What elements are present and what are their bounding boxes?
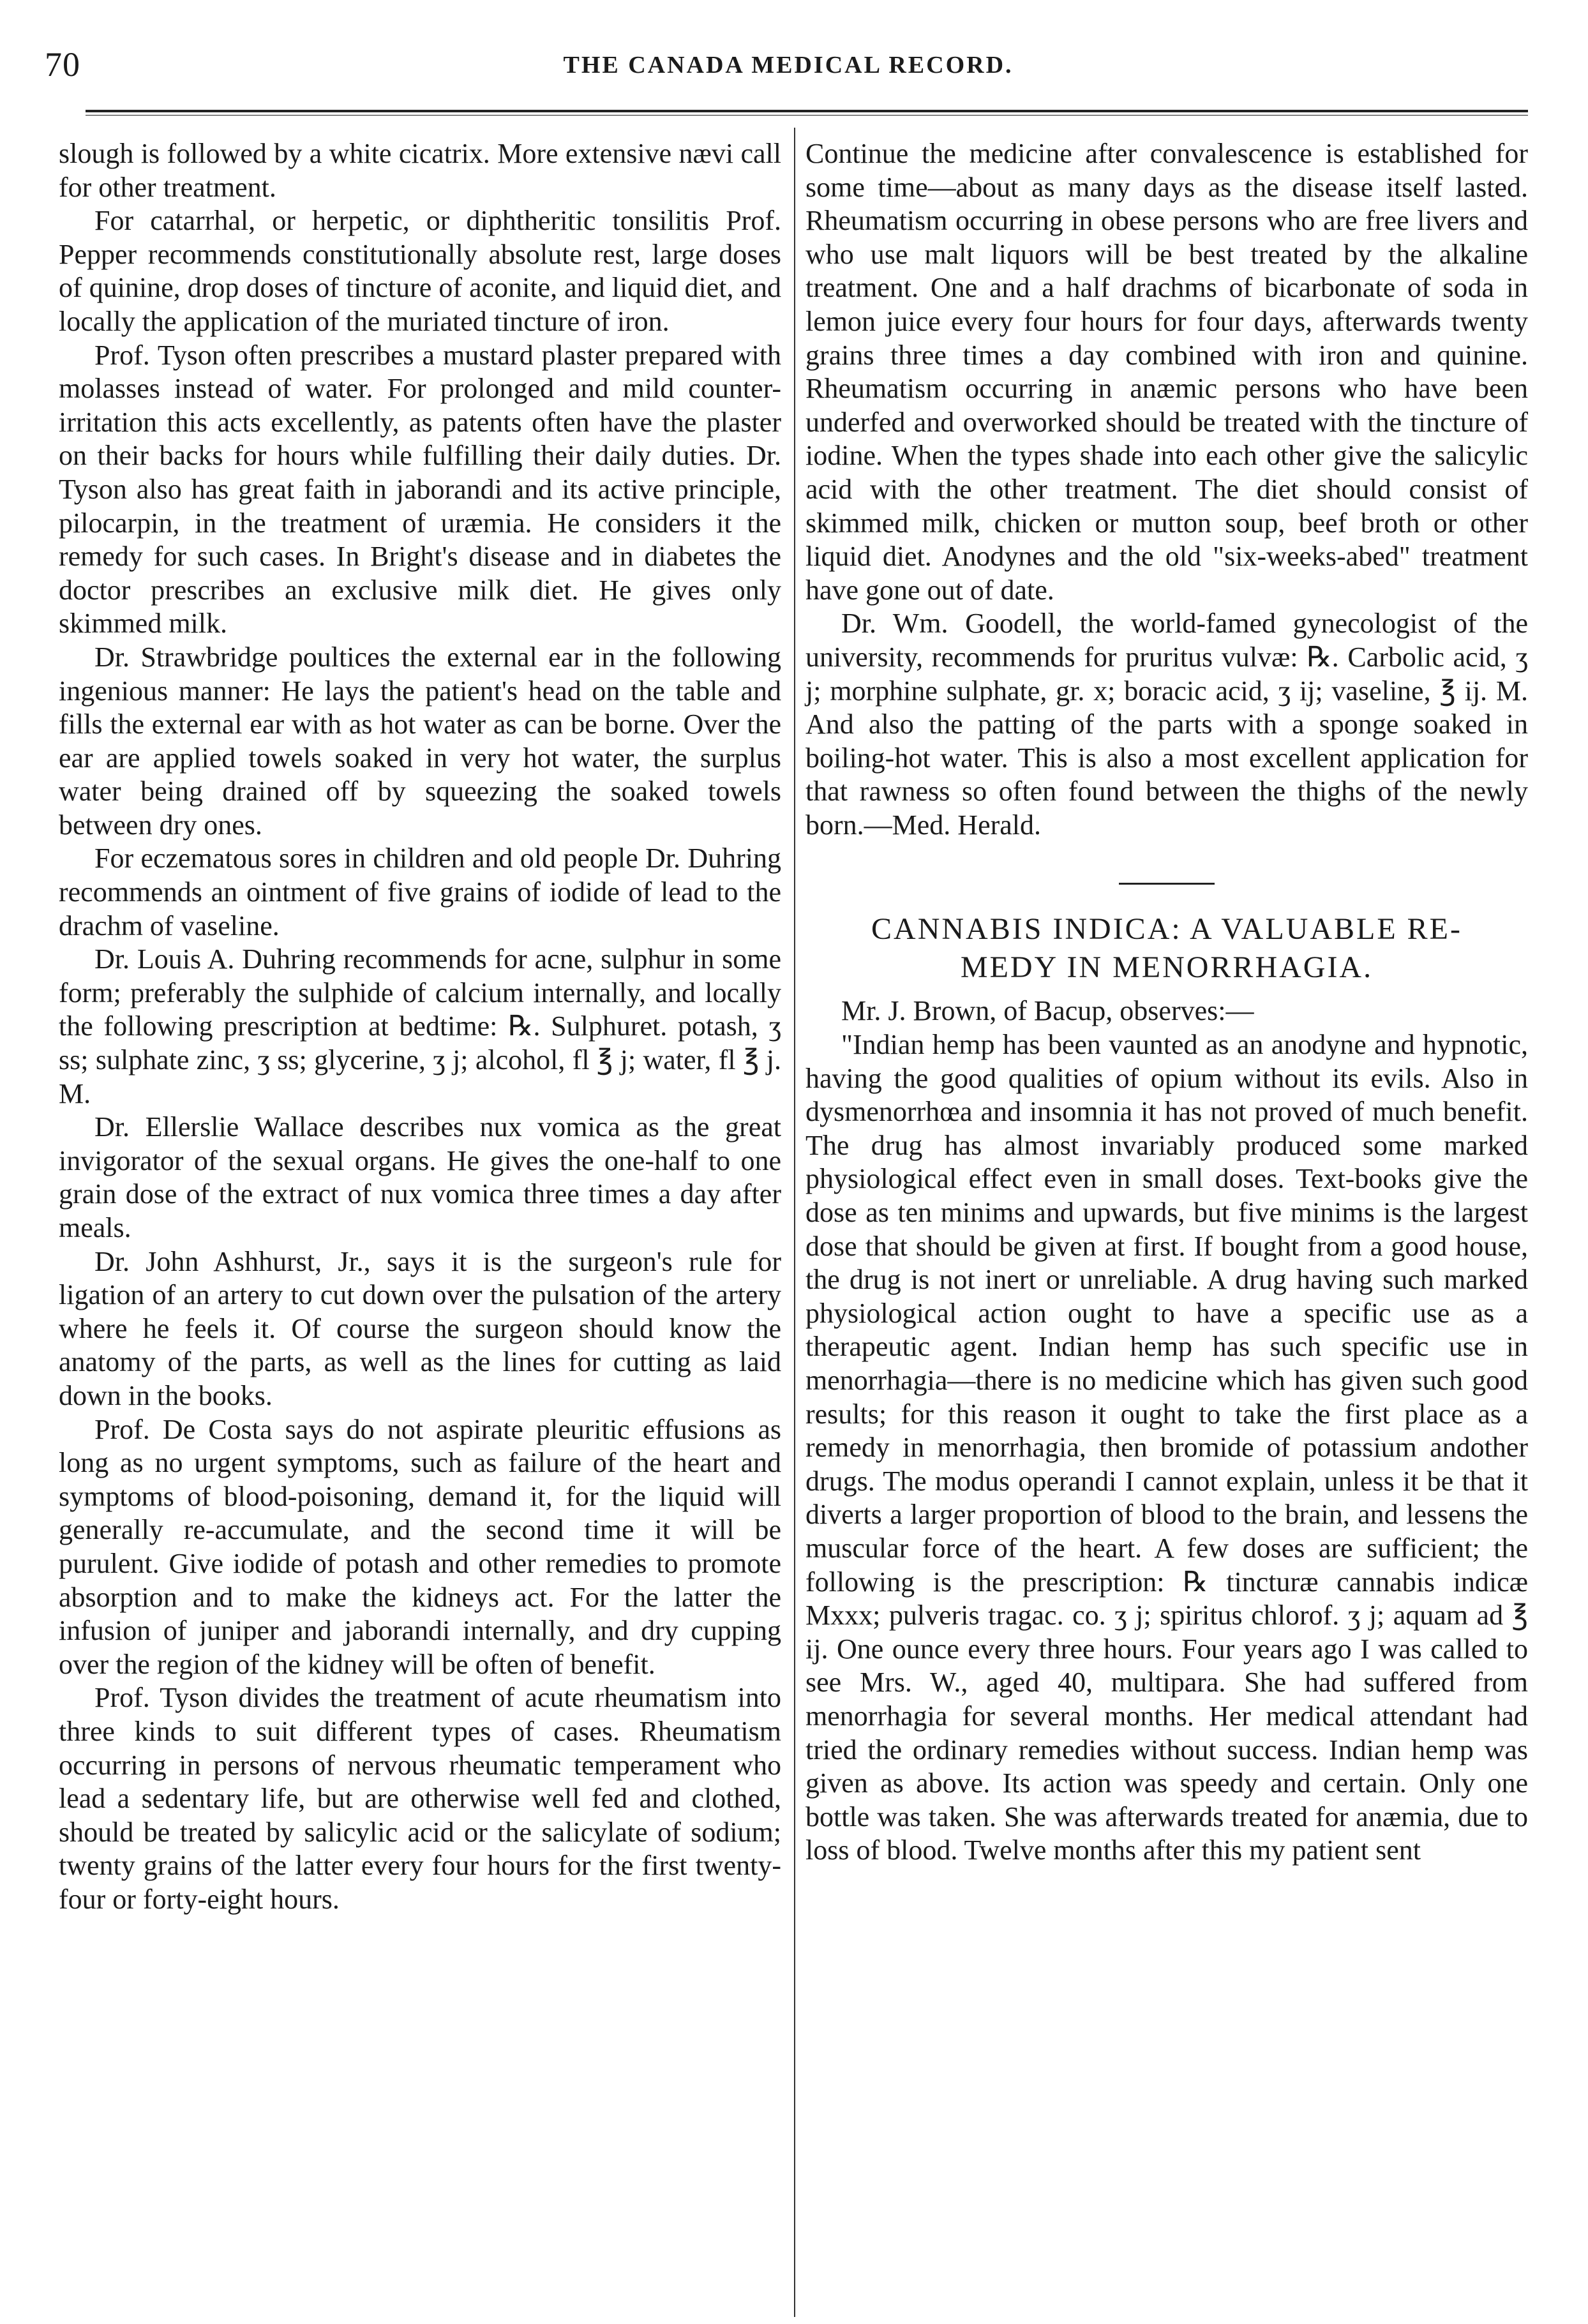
paragraph: Continue the medicine after convalescence is established for some time—about as many days as the disease itself lasted. Rheumatism occurring in obese persons who are free livers and who use malt liquors will be best treated by the alkaline treatment. One and a half drachms of bicarbonate of soda in lemon juice every four hours for four days, afterwards twenty grains three times a day combined with iron and quinine. Rheumatism occurring in anæmic persons who have been underfed and overworked should be treated with the tincture of iodine. When the types shade into each other give the salicylic acid with the other treatment. The diet should consist of skimmed milk, chicken or mutton soup, beef broth or other liquid diet. Anodynes and the old "six-weeks-abed" treatment have gone out of date. <box>805 138 1528 606</box>
paragraph: Dr. John Ashhurst, Jr., says it is the surgeon's rule for ligation of an artery to cut down over the pulsation of the artery where he feels it. Of course the surgeon should know the anatomy of the parts, as well as the lines for cutting as laid down in the books. <box>59 1245 781 1411</box>
section-title <box>805 910 1528 987</box>
column-divider <box>794 128 795 2317</box>
page-header <box>45 45 1532 89</box>
paragraph: Prof. Tyson divides the treatment of acute rheumatism into three kinds to suit different types of cases. Rheumatism occurring in persons of nervous rheumatic temperament who lead a sedentary life, but are otherwise well fed and clothed, should be treated by salicylic acid or the salicylate of sodium; twenty grains of the latter every four hours for the first twenty-four or forty-eight hours. <box>59 1682 781 1915</box>
section-title-line-2: MEDY IN MENORRHAGIA. <box>960 950 1374 985</box>
paragraph: For catarrhal, or herpetic, or diphtheritic tonsilitis Prof. Pepper recommends constitutionally absolute rest, large doses of quinine, drop doses of tincture of aconite, and liquid diet, and locally the application of the muriated tincture of iron. <box>59 205 781 337</box>
paragraph: Prof. De Costa says do not aspirate pleuritic effusions as long as no urgent symptoms, such as failure of the heart and symptoms of blood-poisoning, demand it, for the liquid will generally re-accumulate, and the second time it will be purulent. Give iodide of potash and other remedies to promote absorption and to make the kidneys act. For the latter the infusion of juniper and jaborandi internally, and dry cupping over the region of the kidney will be often of benefit. <box>59 1413 781 1680</box>
paragraph: Dr. Wm. Goodell, the world-famed gynecologist of the university, recommends for pruritus vulvæ: ℞. Carbolic acid, ʒ j; morphine sulphate, gr. x; boracic acid, ʒ ij; vaseline, ℥ ij. M. And also the patting of the parts with a sponge soaked in boiling-hot water. This is also a most excellent application for that rawness so often found between the thighs of the newly born.—Med. Herald. <box>805 608 1528 841</box>
section-separator <box>1119 883 1215 885</box>
left-column <box>59 137 781 1916</box>
paragraph: slough is followed by a white cicatrix. More extensive nævi call for other treatment. <box>59 138 781 203</box>
paragraph: For eczematous sores in children and old people Dr. Duhring recommends an ointment of five grains of iodide of lead to the drachm of vaseline. <box>59 843 781 941</box>
paragraph: Dr. Strawbridge poultices the external ear in the following ingenious manner: He lays the patient's head on the table and fills the external ear with as hot water as can be borne. Over the ear are applied towels soaked in very hot water, the surplus water being drained off by squeezing the soaked towels between dry ones. <box>59 641 781 841</box>
paragraph: Dr. Ellerslie Wallace describes nux vomica as the great invigorator of the sexual organs. He gives the one-half to one grain dose of the extract of nux vomica three times a day after meals. <box>59 1111 781 1243</box>
paragraph: Mr. J. Brown, of Bacup, observes:— <box>841 995 1254 1027</box>
right-column <box>805 137 1528 1868</box>
paragraph: Dr. Louis A. Duhring recommends for acne, sulphur in some form; preferably the sulphide of calcium internally, and locally the following prescription at bedtime: ℞. Sulphuret. potash, ʒ ss; sulphate zinc, ʒ ss; glycerine, ʒ j; alcohol, fl ℥ j; water, fl ℥ j. M. <box>59 943 781 1109</box>
page-number: 70 <box>45 45 80 84</box>
journal-title: THE CANADA MEDICAL RECORD. <box>563 52 1014 79</box>
header-rule <box>86 110 1528 116</box>
paragraph: Prof. Tyson often prescribes a mustard plaster prepared with molasses instead of water. For prolonged and mild counter-irritation this acts excellently, as patents often have the plaster on their backs for hours while fulfilling their daily duties. Dr. Tyson also has great faith in jaborandi and its active principle, pilocarpin, in the treatment of uræmia. He considers it the remedy for such cases. In Bright's disease and in diabetes the doctor prescribes an exclusive milk diet. He gives only skimmed milk. <box>59 339 781 640</box>
section-title-line-1: CANNABIS INDICA: A VALUABLE RE- <box>871 912 1462 947</box>
paragraph: "Indian hemp has been vaunted as an anodyne and hypnotic, having the good qualities of opium without its evils. Also in dysmenorrhœa and insomnia it has not proved of much benefit. The drug has almost invariably produced some marked physiological effect even in small doses. Text-books give the dose as ten minims and upwards, but five minims is the largest dose that should be given at first. If bought from a good house, the drug is not inert or unreliable. A drug having such marked physiological action ought to have a specific use as a therapeutic agent. Indian hemp has such specific use in menorrhagia—there is no medicine which has given such good results; for this reason it ought to take the first place as a remedy in menorrhagia, then bromide of potassium andother drugs. The modus operandi I cannot explain, unless it be that it diverts a larger proportion of blood to the brain, and lessens the muscular force of the heart. A few doses are sufficient; the following is the prescription: ℞ tincturæ cannabis indicæ Mxxx; pulveris tragac. co. ʒ j; spiritus chlorof. ʒ j; aquam ad ℥ ij. One ounce every three hours. Four years ago I was called to see Mrs. W., aged 40, multipara. She had suffered from menorrhagia for several months. Her medical attendant had tried the ordinary remedies without success. Indian hemp was given as above. Its action was speedy and certain. Only one bottle was taken. She was afterwards treated for anæmia, due to loss of blood. Twelve months after this my patient sent <box>805 1029 1528 1866</box>
